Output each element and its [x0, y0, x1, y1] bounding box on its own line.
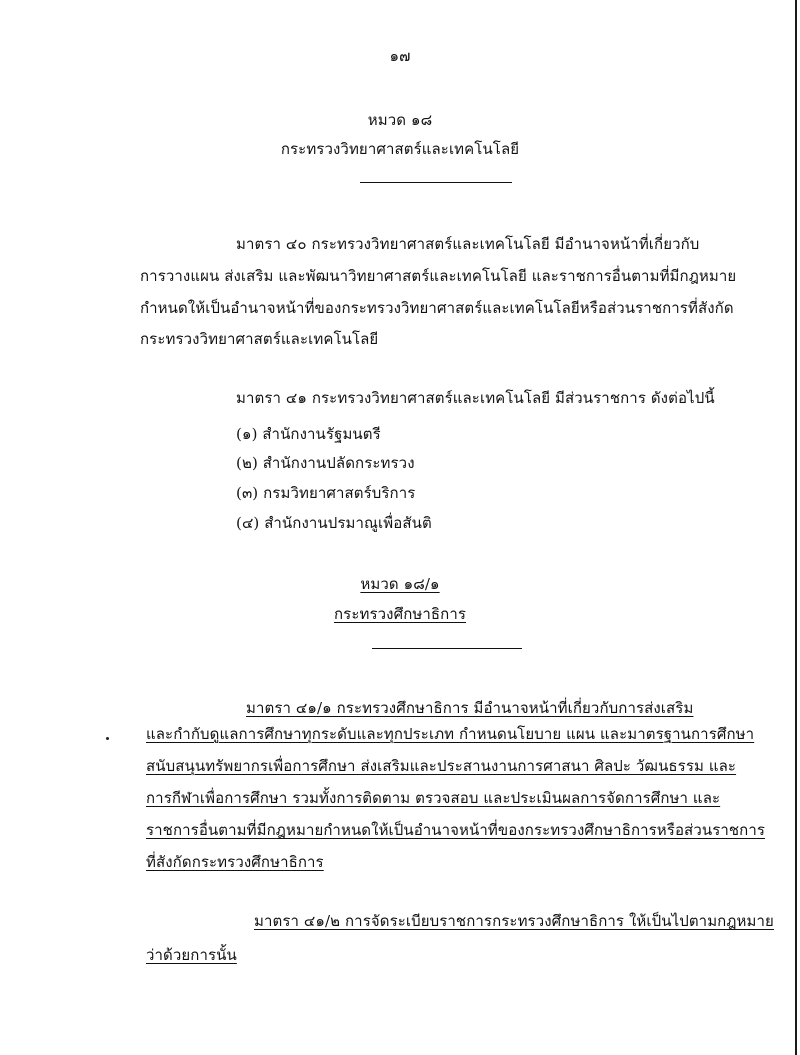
- article-40-line-2: การวางแผน ส่งเสริม และพัฒนาวิทยาศาสตร์และเทคโนโลยี และราชการอื่นตามที่มีกฎหมาย: [140, 267, 737, 285]
- article-41-1-line-4: การกีฬาเพื่อการศึกษา รวมทั้งการติดตาม ตรวจสอบ และประเมินผลการจัดการศึกษา และ: [146, 789, 721, 807]
- article-41-2-line-1: มาตรา ๔๑/๒ การจัดระเบียบราชการกระทรวงศึกษาธิการ ให้เป็นไปตามกฎหมาย: [254, 912, 774, 930]
- article-41-intro: มาตรา ๔๑ กระทรวงวิทยาศาสตร์และเทคโนโลยี มีส่วนราชการ ดังต่อไปนี้: [236, 389, 715, 407]
- article-41-1-line-1: มาตรา ๔๑/๑ กระทรวงศึกษาธิการ มีอำนาจหน้าที่เกี่ยวกับการส่งเสริม: [246, 699, 694, 717]
- section-18-1-title: กระทรวงศึกษาธิการ: [333, 605, 467, 623]
- article-41-1-line-3: สนับสนุนทรัพยากรเพื่อการศึกษา ส่งเสริมและประสานงานการศาสนา ศิลปะ วัฒนธรรม และ: [146, 757, 737, 775]
- article-41-item-1: (๑) สำนักงานรัฐมนตรี: [236, 425, 381, 443]
- article-41-item-2: (๒) สำนักงานปลัดกระทรวง: [236, 454, 415, 472]
- article-41-2-line-2: ว่าด้วยการนั้น: [146, 946, 237, 964]
- article-41-1-line-2: และกำกับดูแลการศึกษาทุกระดับและทุกประเภท กำหนดนโยบาย แผน และมาตรฐานการศึกษา: [146, 725, 755, 743]
- article-41-item-4: (๔) สำนักงานปรมาณูเพื่อสันติ: [236, 514, 432, 532]
- section-18-1-divider: [372, 648, 522, 649]
- article-40-line-1: มาตรา ๔๐ กระทรวงวิทยาศาสตร์และเทคโนโลยี มีอำนาจหน้าที่เกี่ยวกับ: [236, 235, 700, 253]
- scan-speck: [106, 737, 109, 740]
- section-18-1-heading: หมวด ๑๘/๑: [360, 575, 440, 593]
- page-number: ๑๗: [389, 47, 411, 65]
- article-41-1-line-5: ราชการอื่นตามที่มีกฎหมายกำหนดให้เป็นอำนาจหน้าที่ของกระทรวงศึกษาธิการหรือส่วนราชการ: [146, 821, 766, 839]
- section-18-heading: หมวด ๑๘: [367, 111, 433, 129]
- article-40-line-3: กำหนดให้เป็นอำนาจหน้าที่ของกระทรวงวิทยาศาสตร์และเทคโนโลยีหรือส่วนราชการที่สังกัด: [140, 299, 734, 317]
- article-40-line-4: กระทรวงวิทยาศาสตร์และเทคโนโลยี: [140, 330, 379, 348]
- section-18-title: กระทรวงวิทยาศาสตร์และเทคโนโลยี: [280, 140, 520, 158]
- section-18-divider: [360, 182, 512, 183]
- article-41-1-line-6: ที่สังกัดกระทรวงศึกษาธิการ: [146, 853, 324, 871]
- article-41-item-3: (๓) กรมวิทยาศาสตร์บริการ: [236, 484, 416, 502]
